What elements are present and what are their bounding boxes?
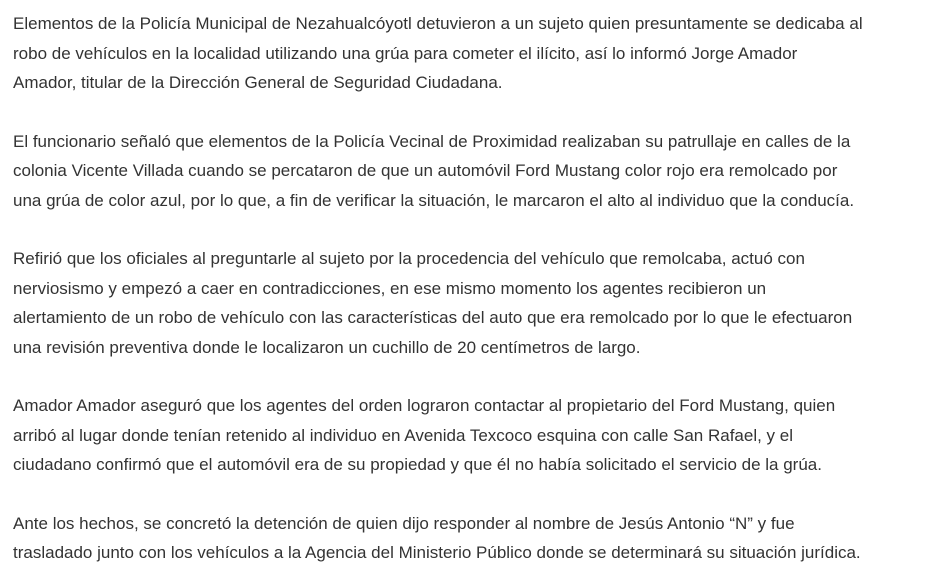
article-paragraph: Elementos de la Policía Municipal de Nezahualcóyotl detuvieron a un sujeto quien presuntamente se dedicaba al robo de vehículos en la localidad utilizando una grúa para cometer el ilícito, así lo informó Jorge Amador Amador, titular de la Dirección General de Seguridad Ciudadana. xyxy=(13,14,863,92)
article-paragraph: Refirió que los oficiales al preguntarle al sujeto por la procedencia del vehículo que remolcaba, actuó con nerviosismo y empezó a caer en contradicciones, en ese mismo momento los agentes recibieron un alertamiento de un robo de vehículo con las características del auto que era remolcado por lo que le efectuaron una revisión preventiva donde le localizaron un cuchillo de 20 centímetros de largo. xyxy=(13,249,853,357)
article-paragraph: El funcionario señaló que elementos de la Policía Vecinal de Proximidad realizaban su patrullaje en calles de la colonia Vicente Villada cuando se percataron de que un automóvil Ford Mustang color rojo era remolcado por una grúa de color azul, por lo que, a fin de verificar la situación, le marcaron el alto al individuo que la conducía. xyxy=(13,131,855,210)
article-paragraph: Ante los hechos, se concretó la detención de quien dijo responder al nombre de Jesús Antonio “N” y fue trasladado junto con los vehículos a la Agencia del Ministerio Público donde se determinará su situación jurídica. xyxy=(13,513,861,562)
article-paragraph: Amador Amador aseguró que los agentes del orden lograron contactar al propietario del Ford Mustang, quien arribó al lugar donde tenían retenido al individuo en Avenida Texcoco esquina con calle San Rafael, y el ciudadano confirmó que el automóvil era de su propiedad y que él no había solicitado el servicio de la grúa. xyxy=(13,396,836,474)
